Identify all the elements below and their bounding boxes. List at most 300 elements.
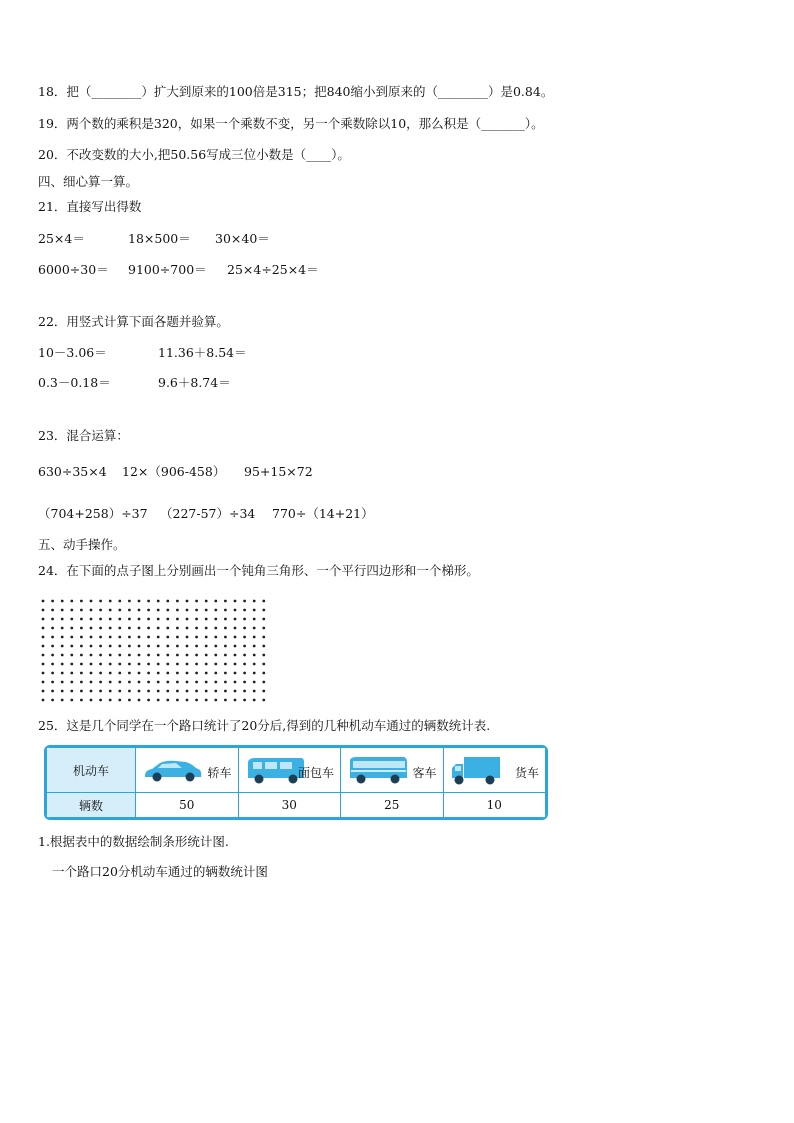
grid-dot bbox=[205, 627, 208, 630]
grid-dot bbox=[243, 609, 246, 612]
grid-dot bbox=[90, 636, 93, 639]
grid-dot bbox=[80, 645, 83, 648]
grid-dot bbox=[51, 663, 54, 666]
grid-dot bbox=[186, 681, 189, 684]
grid-dot bbox=[234, 627, 237, 630]
grid-dot bbox=[118, 627, 121, 630]
q21-item: 9100÷700＝ bbox=[128, 262, 207, 277]
table-cell-van bbox=[238, 748, 341, 793]
grid-dot bbox=[195, 645, 198, 648]
grid-dot bbox=[195, 609, 198, 612]
grid-dot bbox=[138, 663, 141, 666]
grid-dot bbox=[109, 618, 112, 621]
grid-dot bbox=[214, 681, 217, 684]
grid-dot bbox=[234, 690, 237, 693]
vehicle-table bbox=[44, 745, 548, 820]
grid-dot bbox=[214, 645, 217, 648]
question-20: 20．不改变数的大小,把50.56写成三位小数是（____）。 bbox=[38, 147, 350, 162]
grid-dot bbox=[147, 663, 150, 666]
grid-dot bbox=[147, 636, 150, 639]
grid-dot bbox=[118, 690, 121, 693]
grid-dot bbox=[243, 618, 246, 621]
grid-dot bbox=[186, 645, 189, 648]
grid-dot bbox=[61, 618, 64, 621]
grid-dot bbox=[253, 627, 256, 630]
grid-dot bbox=[90, 690, 93, 693]
grid-dot bbox=[186, 600, 189, 603]
grid-dot bbox=[253, 681, 256, 684]
grid-dot bbox=[224, 636, 227, 639]
grid-dot bbox=[147, 672, 150, 675]
grid-dot bbox=[109, 699, 112, 702]
grid-dot bbox=[51, 681, 54, 684]
grid-dot bbox=[214, 690, 217, 693]
grid-dot bbox=[138, 618, 141, 621]
vehicle-label: 货车 bbox=[514, 766, 539, 780]
grid-dot bbox=[214, 672, 217, 675]
grid-dot bbox=[253, 618, 256, 621]
grid-dot bbox=[176, 636, 179, 639]
grid-dot bbox=[243, 690, 246, 693]
q22-item: 0.3－0.18＝ bbox=[38, 375, 111, 390]
grid-dot bbox=[70, 600, 73, 603]
grid-dot bbox=[51, 690, 54, 693]
grid-dot bbox=[186, 609, 189, 612]
grid-dot bbox=[186, 627, 189, 630]
grid-dot bbox=[70, 654, 73, 657]
grid-dot bbox=[138, 627, 141, 630]
grid-dot bbox=[61, 636, 64, 639]
grid-dot bbox=[243, 699, 246, 702]
chart-title: 一个路口20分机动车通过的辆数统计图 bbox=[52, 864, 268, 879]
grid-dot bbox=[262, 600, 265, 603]
grid-dot bbox=[234, 609, 237, 612]
grid-dot bbox=[186, 699, 189, 702]
grid-dot bbox=[61, 699, 64, 702]
grid-dot bbox=[253, 600, 256, 603]
grid-dot bbox=[90, 699, 93, 702]
grid-dot bbox=[224, 627, 227, 630]
grid-dot bbox=[176, 699, 179, 702]
grid-dot bbox=[70, 681, 73, 684]
grid-dot bbox=[118, 618, 121, 621]
table-cell-bus bbox=[341, 748, 444, 793]
grid-dot bbox=[42, 663, 45, 666]
grid-dot bbox=[147, 618, 150, 621]
grid-dot bbox=[147, 609, 150, 612]
grid-dot bbox=[109, 690, 112, 693]
sub-question-1: 1.根据表中的数据绘制条形统计图. bbox=[38, 834, 229, 849]
grid-dot bbox=[205, 645, 208, 648]
grid-dot bbox=[147, 600, 150, 603]
grid-dot bbox=[109, 645, 112, 648]
grid-dot bbox=[118, 699, 121, 702]
grid-dot bbox=[118, 654, 121, 657]
grid-dot bbox=[99, 690, 102, 693]
grid-dot bbox=[214, 699, 217, 702]
grid-dot bbox=[90, 600, 93, 603]
grid-dot bbox=[61, 681, 64, 684]
grid-dot bbox=[234, 654, 237, 657]
grid-dot bbox=[109, 627, 112, 630]
grid-dot bbox=[214, 609, 217, 612]
grid-dot bbox=[109, 663, 112, 666]
grid-dot bbox=[157, 627, 160, 630]
vehicle-label: 客车 bbox=[412, 766, 437, 780]
q21-item: 6000÷30＝ bbox=[38, 262, 109, 277]
grid-dot bbox=[205, 672, 208, 675]
grid-dot bbox=[90, 672, 93, 675]
grid-dot bbox=[262, 681, 265, 684]
grid-dot bbox=[70, 609, 73, 612]
grid-dot bbox=[99, 645, 102, 648]
grid-dot bbox=[80, 609, 83, 612]
question-21: 21．直接写出得数 bbox=[38, 199, 142, 214]
grid-dot bbox=[118, 681, 121, 684]
grid-dot bbox=[118, 600, 121, 603]
grid-dot bbox=[176, 672, 179, 675]
grid-dot bbox=[61, 690, 64, 693]
grid-dot bbox=[99, 681, 102, 684]
grid-dot bbox=[157, 636, 160, 639]
grid-dot bbox=[99, 663, 102, 666]
grid-dot bbox=[157, 699, 160, 702]
dot-grid bbox=[40, 598, 270, 704]
table-header-vehicle: 机动车 bbox=[47, 748, 136, 793]
grid-dot bbox=[166, 636, 169, 639]
grid-dot bbox=[253, 663, 256, 666]
grid-dot bbox=[51, 654, 54, 657]
grid-dot bbox=[262, 618, 265, 621]
table-cell-sedan bbox=[136, 748, 239, 793]
grid-dot bbox=[109, 681, 112, 684]
grid-dot bbox=[99, 654, 102, 657]
grid-dot bbox=[253, 654, 256, 657]
grid-dot bbox=[42, 672, 45, 675]
sedan-icon bbox=[142, 756, 204, 784]
grid-dot bbox=[224, 645, 227, 648]
grid-dot bbox=[70, 627, 73, 630]
grid-dot bbox=[138, 690, 141, 693]
question-22: 22．用竖式计算下面各题并验算。 bbox=[38, 314, 229, 329]
grid-dot bbox=[128, 681, 131, 684]
grid-dot bbox=[128, 699, 131, 702]
grid-dot bbox=[42, 609, 45, 612]
grid-dot bbox=[42, 636, 45, 639]
grid-dot bbox=[234, 699, 237, 702]
grid-dot bbox=[51, 600, 54, 603]
grid-dot bbox=[51, 627, 54, 630]
grid-dot bbox=[80, 690, 83, 693]
grid-dot bbox=[234, 645, 237, 648]
vehicle-label: 面包车 bbox=[297, 766, 334, 780]
grid-dot bbox=[176, 681, 179, 684]
grid-dot bbox=[157, 600, 160, 603]
grid-dot bbox=[128, 654, 131, 657]
grid-dot bbox=[243, 636, 246, 639]
grid-dot bbox=[61, 627, 64, 630]
q23-item: 630÷35×4 bbox=[38, 464, 107, 479]
grid-dot bbox=[166, 618, 169, 621]
grid-dot bbox=[90, 609, 93, 612]
q21-item: 18×500＝ bbox=[128, 231, 191, 246]
question-18: 18．把（________）扩大到原来的100倍是315；把840缩小到原来的（________）是0.84。 bbox=[38, 84, 554, 99]
grid-dot bbox=[176, 618, 179, 621]
q23-item: （227-57）÷34 bbox=[160, 506, 256, 521]
grid-dot bbox=[61, 609, 64, 612]
grid-dot bbox=[205, 600, 208, 603]
grid-dot bbox=[61, 672, 64, 675]
grid-dot bbox=[118, 636, 121, 639]
grid-dot bbox=[80, 681, 83, 684]
grid-dot bbox=[224, 663, 227, 666]
grid-dot bbox=[262, 627, 265, 630]
grid-dot bbox=[176, 609, 179, 612]
q22-item: 9.6＋8.74＝ bbox=[158, 375, 231, 390]
grid-dot bbox=[253, 699, 256, 702]
grid-dot bbox=[42, 681, 45, 684]
grid-dot bbox=[234, 681, 237, 684]
grid-dot bbox=[90, 618, 93, 621]
grid-dot bbox=[90, 654, 93, 657]
grid-dot bbox=[195, 654, 198, 657]
q23-item: 770÷（14+21） bbox=[272, 506, 374, 521]
grid-dot bbox=[128, 672, 131, 675]
grid-dot bbox=[243, 672, 246, 675]
grid-dot bbox=[128, 600, 131, 603]
grid-dot bbox=[99, 699, 102, 702]
grid-dot bbox=[166, 645, 169, 648]
grid-dot bbox=[195, 618, 198, 621]
grid-dot bbox=[195, 681, 198, 684]
grid-dot bbox=[205, 618, 208, 621]
grid-dot bbox=[70, 618, 73, 621]
grid-dot bbox=[70, 672, 73, 675]
grid-dot bbox=[99, 636, 102, 639]
table-count: 30 bbox=[238, 793, 341, 818]
grid-dot bbox=[195, 672, 198, 675]
grid-dot bbox=[147, 654, 150, 657]
grid-dot bbox=[109, 672, 112, 675]
grid-dot bbox=[262, 672, 265, 675]
grid-dot bbox=[138, 636, 141, 639]
grid-dot bbox=[253, 636, 256, 639]
grid-dot bbox=[118, 663, 121, 666]
grid-dot bbox=[80, 636, 83, 639]
grid-dot bbox=[99, 600, 102, 603]
grid-dot bbox=[234, 663, 237, 666]
grid-dot bbox=[147, 681, 150, 684]
grid-dot bbox=[243, 663, 246, 666]
grid-dot bbox=[42, 699, 45, 702]
grid-dot bbox=[205, 699, 208, 702]
grid-dot bbox=[176, 600, 179, 603]
grid-dot bbox=[99, 618, 102, 621]
grid-dot bbox=[205, 654, 208, 657]
grid-dot bbox=[109, 654, 112, 657]
grid-dot bbox=[70, 663, 73, 666]
grid-dot bbox=[195, 690, 198, 693]
grid-dot bbox=[243, 627, 246, 630]
grid-dot bbox=[166, 627, 169, 630]
grid-dot bbox=[70, 690, 73, 693]
grid-dot bbox=[128, 627, 131, 630]
table-header-count: 辆数 bbox=[47, 793, 136, 818]
grid-dot bbox=[224, 618, 227, 621]
grid-dot bbox=[214, 618, 217, 621]
grid-dot bbox=[253, 609, 256, 612]
grid-dot bbox=[138, 600, 141, 603]
grid-dot bbox=[99, 609, 102, 612]
grid-dot bbox=[80, 600, 83, 603]
grid-dot bbox=[243, 600, 246, 603]
q23-item: 12×（906-458） bbox=[122, 464, 226, 479]
grid-dot bbox=[176, 627, 179, 630]
grid-dot bbox=[186, 663, 189, 666]
section-4-title: 四、细心算一算。 bbox=[38, 174, 139, 189]
grid-dot bbox=[147, 627, 150, 630]
truck-icon bbox=[450, 756, 502, 788]
grid-dot bbox=[157, 645, 160, 648]
grid-dot bbox=[243, 654, 246, 657]
grid-dot bbox=[80, 654, 83, 657]
grid-dot bbox=[253, 645, 256, 648]
grid-dot bbox=[205, 690, 208, 693]
grid-dot bbox=[224, 690, 227, 693]
grid-dot bbox=[176, 663, 179, 666]
grid-dot bbox=[205, 681, 208, 684]
grid-dot bbox=[262, 636, 265, 639]
grid-dot bbox=[224, 699, 227, 702]
grid-dot bbox=[195, 636, 198, 639]
grid-dot bbox=[70, 645, 73, 648]
vehicle-label: 轿车 bbox=[207, 766, 232, 780]
grid-dot bbox=[70, 699, 73, 702]
grid-dot bbox=[51, 699, 54, 702]
grid-dot bbox=[118, 609, 121, 612]
grid-dot bbox=[166, 681, 169, 684]
grid-dot bbox=[147, 690, 150, 693]
grid-dot bbox=[80, 627, 83, 630]
grid-dot bbox=[176, 690, 179, 693]
grid-dot bbox=[166, 663, 169, 666]
grid-dot bbox=[128, 618, 131, 621]
grid-dot bbox=[51, 645, 54, 648]
grid-dot bbox=[214, 654, 217, 657]
table-count: 50 bbox=[136, 793, 239, 818]
grid-dot bbox=[186, 618, 189, 621]
grid-dot bbox=[128, 636, 131, 639]
grid-dot bbox=[138, 654, 141, 657]
grid-dot bbox=[157, 609, 160, 612]
grid-dot bbox=[138, 699, 141, 702]
grid-dot bbox=[61, 663, 64, 666]
grid-dot bbox=[51, 609, 54, 612]
grid-dot bbox=[42, 654, 45, 657]
grid-dot bbox=[224, 672, 227, 675]
grid-dot bbox=[157, 654, 160, 657]
grid-dot bbox=[176, 654, 179, 657]
grid-dot bbox=[128, 663, 131, 666]
grid-dot bbox=[166, 690, 169, 693]
grid-dot bbox=[118, 672, 121, 675]
q21-item: 25×4＝ bbox=[38, 231, 85, 246]
grid-dot bbox=[186, 672, 189, 675]
grid-dot bbox=[176, 645, 179, 648]
grid-dot bbox=[195, 663, 198, 666]
grid-dot bbox=[166, 600, 169, 603]
grid-dot bbox=[166, 672, 169, 675]
grid-dot bbox=[157, 690, 160, 693]
table-count: 10 bbox=[443, 793, 546, 818]
grid-dot bbox=[128, 690, 131, 693]
grid-dot bbox=[205, 636, 208, 639]
grid-dot bbox=[90, 681, 93, 684]
grid-dot bbox=[166, 609, 169, 612]
grid-dot bbox=[51, 636, 54, 639]
grid-dot bbox=[80, 618, 83, 621]
grid-dot bbox=[42, 627, 45, 630]
grid-dot bbox=[234, 672, 237, 675]
grid-dot bbox=[61, 654, 64, 657]
grid-dot bbox=[262, 663, 265, 666]
grid-dot bbox=[205, 663, 208, 666]
grid-dot bbox=[109, 636, 112, 639]
grid-dot bbox=[61, 645, 64, 648]
grid-dot bbox=[109, 600, 112, 603]
grid-dot bbox=[80, 672, 83, 675]
grid-dot bbox=[243, 645, 246, 648]
grid-dot bbox=[243, 681, 246, 684]
grid-dot bbox=[70, 636, 73, 639]
section-5-title: 五、动手操作。 bbox=[38, 537, 126, 552]
grid-dot bbox=[253, 690, 256, 693]
question-23: 23．混合运算： bbox=[38, 428, 129, 443]
grid-dot bbox=[157, 672, 160, 675]
grid-dot bbox=[138, 672, 141, 675]
grid-dot bbox=[42, 690, 45, 693]
grid-dot bbox=[224, 609, 227, 612]
grid-dot bbox=[157, 663, 160, 666]
grid-dot bbox=[138, 609, 141, 612]
grid-dot bbox=[42, 645, 45, 648]
grid-dot bbox=[224, 681, 227, 684]
grid-dot bbox=[186, 654, 189, 657]
grid-dot bbox=[128, 645, 131, 648]
q23-item: （704+258）÷37 bbox=[38, 506, 148, 521]
grid-dot bbox=[253, 672, 256, 675]
grid-dot bbox=[90, 645, 93, 648]
grid-dot bbox=[61, 600, 64, 603]
grid-dot bbox=[186, 690, 189, 693]
grid-dot bbox=[42, 618, 45, 621]
grid-dot bbox=[80, 663, 83, 666]
grid-dot bbox=[195, 600, 198, 603]
q21-item: 25×4÷25×4＝ bbox=[227, 262, 319, 277]
grid-dot bbox=[99, 627, 102, 630]
grid-dot bbox=[214, 636, 217, 639]
grid-dot bbox=[166, 654, 169, 657]
grid-dot bbox=[234, 636, 237, 639]
grid-dot bbox=[147, 645, 150, 648]
grid-dot bbox=[262, 645, 265, 648]
grid-dot bbox=[224, 654, 227, 657]
grid-dot bbox=[186, 636, 189, 639]
grid-dot bbox=[128, 609, 131, 612]
grid-dot bbox=[51, 672, 54, 675]
grid-dot bbox=[157, 681, 160, 684]
grid-dot bbox=[90, 663, 93, 666]
